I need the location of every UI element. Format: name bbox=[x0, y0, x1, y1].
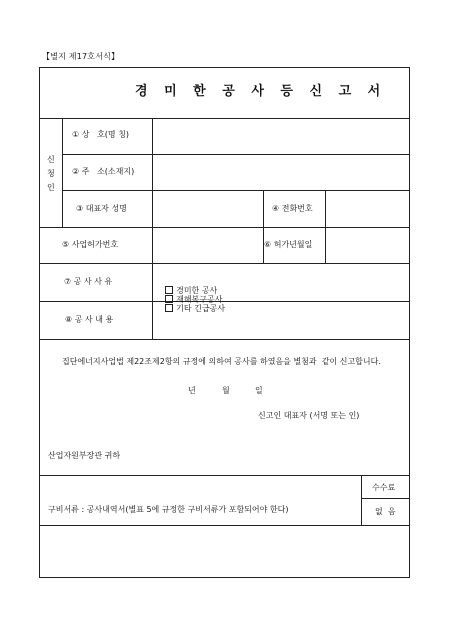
divider bbox=[39, 263, 410, 264]
license-number-field[interactable] bbox=[153, 228, 262, 262]
license-date-field[interactable] bbox=[326, 228, 409, 262]
applicant-label-char: 신 bbox=[47, 155, 55, 164]
date-day-label: 일 bbox=[255, 386, 263, 395]
date-year-label: 년 bbox=[188, 386, 196, 395]
trade-name-field[interactable] bbox=[153, 119, 409, 153]
reason-option-minor[interactable]: 경미한 공사 bbox=[165, 286, 217, 295]
signature-line: 신고인 대표자 (서명 또는 인) bbox=[258, 411, 360, 420]
divider bbox=[62, 118, 63, 227]
addressee: 산업자원부장관 귀하 bbox=[48, 451, 121, 460]
license-date-label: ⑥ 허가년월일 bbox=[264, 240, 313, 249]
divider bbox=[39, 525, 410, 526]
divider bbox=[39, 475, 410, 476]
address-label: ② 주 소(소재지) bbox=[72, 167, 135, 176]
divider bbox=[361, 498, 410, 499]
fee-label: 수수료 bbox=[372, 483, 396, 492]
divider bbox=[39, 339, 410, 340]
reason-options bbox=[160, 278, 230, 313]
divider bbox=[263, 190, 264, 263]
license-number-label: ⑤ 사업허가번호 bbox=[62, 240, 119, 249]
reason-option-disaster[interactable]: 재해복구공사 bbox=[165, 295, 222, 304]
declaration-text: 집단에너지사업법 제22조제2항의 규정에 의하여 공사를 하였음을 별첨과 같이 신고합니다. bbox=[62, 357, 381, 366]
form-number-tag: 【별지 제17호서식】 bbox=[42, 52, 120, 61]
divider bbox=[361, 475, 362, 525]
reason-option-emergency[interactable]: 기타 긴급공사 bbox=[165, 304, 225, 313]
representative-label: ③ 대표자 성명 bbox=[76, 204, 127, 213]
applicant-label-char: 인 bbox=[47, 183, 55, 192]
form-title: 경 미 한 공 사 등 신 고 서 bbox=[135, 84, 387, 99]
content-label: ⑧ 공 사 내 용 bbox=[65, 315, 114, 324]
date-month-label: 월 bbox=[222, 386, 230, 395]
phone-field[interactable] bbox=[326, 191, 409, 226]
phone-label: ④ 전화번호 bbox=[272, 204, 313, 213]
applicant-label-char: 청 bbox=[47, 169, 55, 178]
checkbox[interactable] bbox=[165, 304, 173, 312]
address-field[interactable] bbox=[153, 155, 409, 189]
reason-label: ⑦ 공 사 사 유 bbox=[64, 277, 113, 286]
representative-field[interactable] bbox=[153, 191, 262, 226]
checkbox[interactable] bbox=[165, 295, 173, 303]
attachments-note: 구비서류 : 공사내역서(별표 5에 규정한 구비서류가 포함되어야 한다) bbox=[48, 505, 289, 514]
trade-name-label: ① 상 호(명 칭) bbox=[72, 130, 130, 139]
fee-value: 없 음 bbox=[375, 507, 396, 516]
checkbox[interactable] bbox=[165, 286, 173, 294]
